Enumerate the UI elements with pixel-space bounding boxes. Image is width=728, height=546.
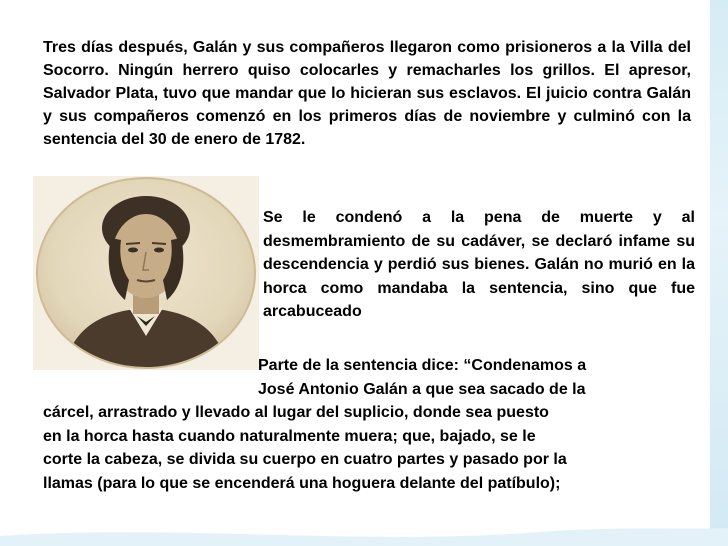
paragraph-quote-top: [258, 354, 698, 401]
accent-wave: [0, 506, 728, 546]
paragraph-intro: Tres días después, Galán y sus compañeros llegaron como prisioneros a la Villa del Socorro. Ningún herrero quiso colocarles y remacharles los grillos. El apresor, Salvador Plata, tuvo que mandar que lo hicieran sus esclavos. El juicio contra Galán y sus compañeros comenzó en los primeros días de noviembre y culminó con la sentencia del 30 de enero de 1782.: [43, 39, 691, 148]
quote-line: corte la cabeza, se divida su cuerpo en cuatro partes y pasado por la: [43, 451, 567, 468]
sepia-oval-portrait-icon: [33, 176, 259, 370]
quote-line: en la horca hasta cuando naturalmente muera; que, bajado, se le: [43, 427, 536, 445]
portrait-image: [33, 176, 259, 370]
paragraph-sentence: Se le condenó a la pena de muerte y al desmembramiento de su cadáver, se declaró infame su descendencia y perdió sus bienes. Galán no murió en la horca como mandaba la sentencia, sino que fue arcabuceado: [263, 209, 695, 320]
quote-line: llamas (para lo que se encenderá una hoguera delante del patíbulo);: [43, 474, 561, 492]
quote-line: José Antonio Galán a que sea sacado de la: [258, 380, 586, 398]
quote-line: Parte de la sentencia dice: “Condenamos a: [258, 357, 587, 374]
quote-line: cárcel, arrastrado y llevado al lugar del suplicio, donde sea puesto: [43, 404, 549, 421]
paragraph-quote-bottom: [43, 401, 713, 495]
